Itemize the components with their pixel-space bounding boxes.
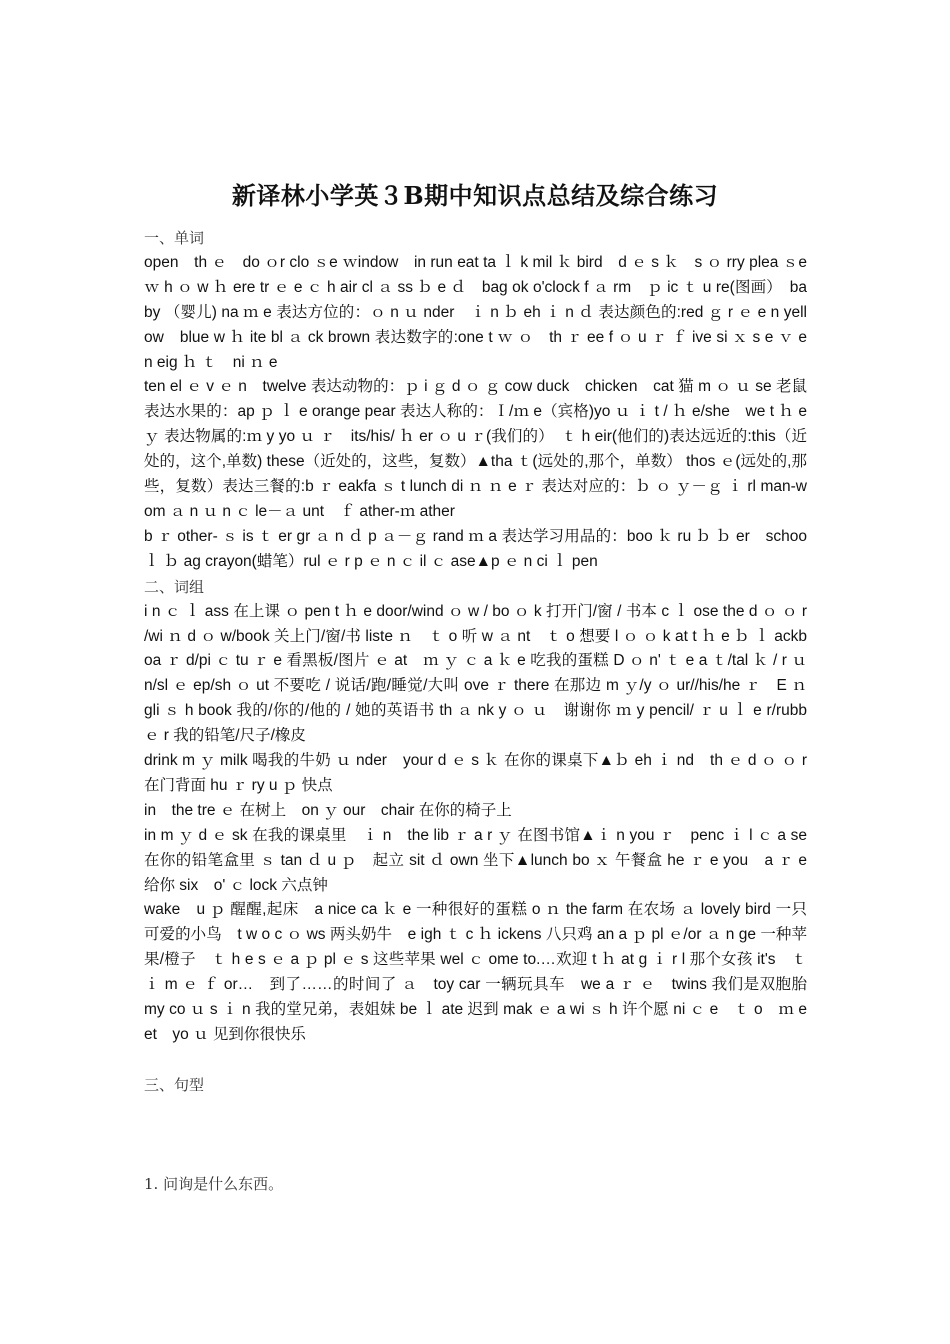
section-heading-words: 一、单词 (144, 229, 205, 247)
spacer (144, 1148, 807, 1173)
spacer (144, 1048, 807, 1073)
phrases-paragraph: wake u ｐ 醒醒,起床 a nice ca ｋ e 一种很好的蛋糕 o ｎ the farm 在农场 ａ lovely bird 一只可爱的小鸟 t w o c ｏ ws 两头奶牛 e igh ｔ c ｈ ickens 八只鸡 an a ｐ pl ｅ/or ａ n ge 一种苹果/橙子 ｔ h e s ｅ a ｐ pl ｅ s 这些苹果 wel ｃ ome to.…欢迎 t ｈ at g ｉ r l 那个女孩 it's ｔ ｉ m ｅ ｆ or… 到了……的时间了 ａ toy car 一辆玩具车 we a ｒ ｅ twins 我们是双胞胎 my co ｕ s ｉ n 我的堂兄弟，表姐妹 be ｌ ate 迟到 mak ｅ a wi ｓ h 许个愿 ni ｃ e ｔ o ｍ eet yo ｕ 见到你很快乐 (144, 901, 823, 1043)
phrases-paragraph: in m ｙ d ｅ sk 在我的课桌里 ｉ n the lib ｒ a r ｙ 在图书馆▲ｉ n you ｒ penc ｉ l ｃ a se 在你的铅笔盒里 ｓ tan ｄ u ｐ 起立 sit ｄ own 坐下▲lunch bo ｘ 午餐盒 he ｒ e you a ｒ e 给你 six o' ｃ lock 六点钟 (144, 826, 807, 894)
words-paragraph: b ｒ other- ｓ is ｔ er gr ａ n ｄ p ａ－ｇ rand ｍ a 表达学习用品的：boo ｋ ru ｂ ｂ er schoo ｌ ｂ ag crayon(蜡笔）rul ｅ r p ｅ n ｃ il ｃ ase▲p ｅ n ci ｌ pen (144, 527, 807, 570)
phrases-paragraph: in the tre ｅ 在树上 on ｙ our chair 在你的椅子上 (144, 801, 512, 819)
words-paragraph: open th ｅ do ｏr clo ｓe ｗindow in run eat ta ｌ k mil ｋ bird d ｅ s ｋ s ｏ rry plea ｓe ｗ h ｏ w ｈ ere tr ｅ e ｃ h air cl ａ ss ｂ e ｄ bag ok o'clock f ａ rm ｐ ic ｔ u re(图画） baby （婴儿) na ｍ e 表达方位的：ｏ n ｕ nder ｉ n ｂ eh ｉ n ｄ 表达颜色的:red ｇ r ｅ e n yellow blue w ｈ ite bl ａ ck brown 表达数字的:one t ｗ ｏ th ｒ ee f ｏ u ｒ ｆ ive si ｘ s e ｖ e n eig ｈ ｔ ni ｎ e (144, 253, 807, 371)
document-body (144, 226, 823, 1197)
question-item: 1. 问询是什么东西。 (144, 1175, 284, 1194)
phrases-paragraph: i n ｃ ｌ ass 在上课 ｏ pen t ｈ e door/wind ｏ w / bo ｏ k 打开门/窗 / 书本 c ｌ ose the d ｏ ｏ r /wi ｎ d ｏ w/book 关上门/窗/书 liste ｎ ｔ o 听 w ａ nt ｔ o 想要 l ｏ ｏ k at t ｈ e ｂ ｌ ackboa ｒ d/pi ｃ tu ｒ e 看黑板/图片 ｅ at ｍ ｙ ｃ a ｋ e 吃我的蛋糕 D ｏ n' ｔ e a ｔ/tal ｋ / r ｕ n/sl ｅ ep/sh ｏ ut 不要吃 / 说话/跑/睡觉/大叫 ove ｒ there 在那边 m ｙ/y ｏ ur//his/he ｒ E ｎ gli ｓ h book 我的/你的/他的 / 她的英语书 th ａ nk y ｏ ｕ 谢谢你 ｍ y pencil/ ｒ u ｌ e r/rubb ｅ r 我的铅笔/尺子/橡皮 (144, 602, 807, 745)
words-paragraph: ten el ｅ v ｅ n twelve 表达动物的：ｐ i ｇ d ｏ ｇ cow duck chicken cat 猫 m ｏ ｕ se 老鼠 表达水果的：ap ｐ ｌ e orange pear 表达人称的：Ｉ/ｍ e（宾格)yo ｕ ｉ t / ｈ e/she we t ｈ e ｙ 表达物属的:ｍ y yo ｕ ｒ its/his/ ｈ er ｏ u ｒ(我们的） ｔ h eir(他们的)表达远近的:this（近处的，这个,单数) these（近处的，这些，复数）▲tha ｔ(远处的,那个，单数） thos ｅ(远处的,那些，复数）表达三餐的:b ｒ eakfa ｓ t lunch di ｎ ｎ e ｒ 表达对应的：ｂ ｏ ｙ－ｇ ｉ rl man-wom ａ n ｕ n ｃ le－ａ unt ｆ ather-ｍ ather (144, 378, 807, 520)
section-heading-sentences: 三、句型 (144, 1075, 205, 1094)
document-title: 新译林小学英３B期中知识点总结及综合练习 (231, 181, 719, 210)
spacer (144, 1098, 807, 1148)
phrases-paragraph: drink m ｙ milk 喝我的牛奶 ｕ nder your d ｅ s ｋ 在你的课桌下▲ｂ eh ｉ nd th ｅ d ｏ ｏ r 在门背面 hu ｒ ry u ｐ 快点 (144, 752, 807, 794)
section-heading-phrases: 二、词组 (144, 577, 205, 596)
